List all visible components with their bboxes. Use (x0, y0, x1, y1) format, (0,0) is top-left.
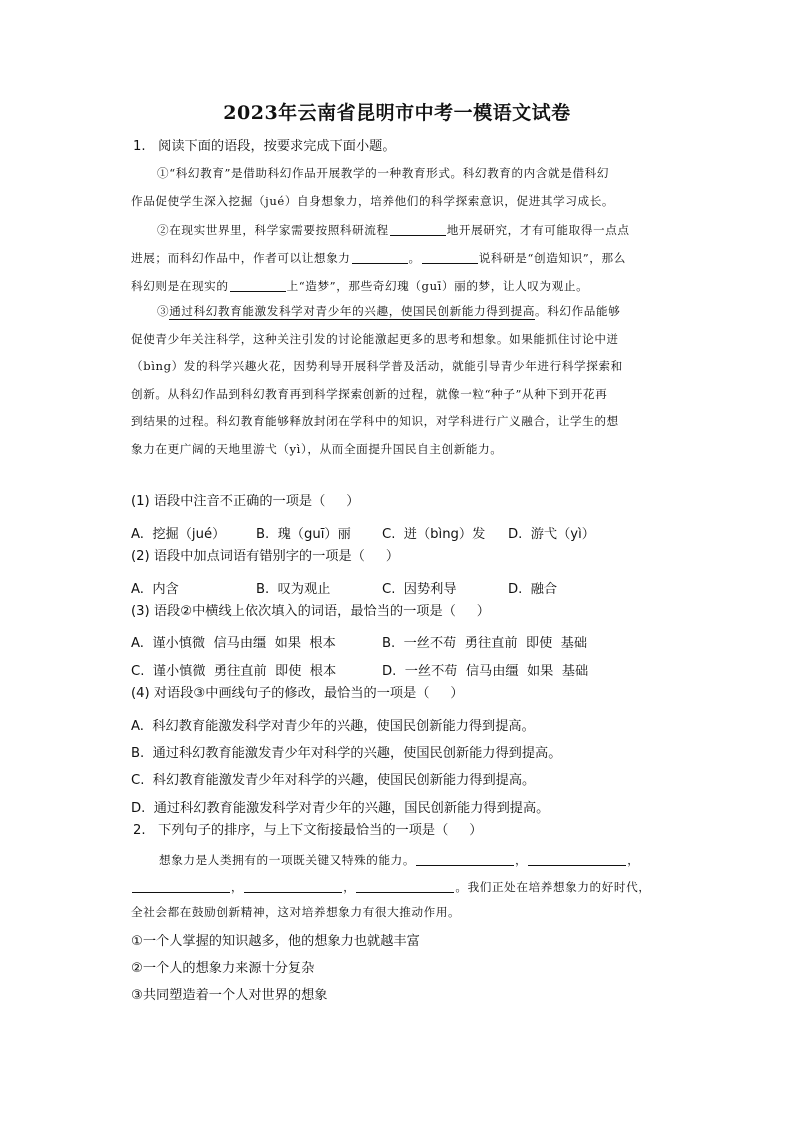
sub3-option-a[interactable]: A. 谨小慎微 信马由缰 如果 根本 (131, 636, 336, 651)
sub1-option-a[interactable]: A. 挖掘（jué） (131, 527, 226, 542)
q2-item-2: ②一个人的想象力来源十分复杂 (131, 961, 315, 976)
q1-p3-line1: ③通过科幻教育能激发科学对青少年的兴趣，使国民创新能力得到提高。科幻作品能够 (157, 304, 621, 318)
underlined-sentence: 通过科幻教育能激发科学对青少年的兴趣，使国民创新能力得到提高 (169, 304, 536, 318)
q1-p2-line1: ②在现实世界里，科学家需要按照科研流程 地开展研究，才有可能取得一点点 (157, 223, 630, 237)
sub2-stem: (2) 语段中加点词语有错别字的一项是（ ） (131, 549, 400, 564)
sub1-stem: (1) 语段中注音不正确的一项是（ ） (131, 494, 360, 509)
sub1-option-b[interactable]: B. 瑰（guī）丽 (256, 527, 351, 542)
fill-blank-q2-1 (416, 853, 514, 866)
q1-p1-line1: ①“科幻教育”是借助科幻作品开展教学的一种教育形式。科幻教育的内含就是借科幻 (157, 166, 610, 180)
sub4-option-b[interactable]: B. 通过科幻教育能激发青少年对科学的兴趣，使国民创新能力得到提高。 (131, 746, 562, 761)
sub4-option-c[interactable]: C. 科幻教育能激发青少年对科学的兴趣，使国民创新能力得到提高。 (131, 773, 536, 788)
q2-item-3: ③共同塑造着一个人对世界的想象 (131, 988, 328, 1003)
sub2-option-b[interactable]: B. 叹为观止 (256, 582, 331, 597)
q2-passage-line1: 想象力是人类拥有的一项既关键又特殊的能力。 ， ， (159, 853, 640, 867)
fill-blank-4 (230, 279, 286, 292)
q1-p2-line3: 科幻则是在现实的 上“造梦”，那些奇幻瑰（guī）丽的梦，让人叹为观止。 (131, 279, 589, 293)
sub1-option-c[interactable]: C. 迸（bìng）发 (382, 527, 486, 542)
fill-blank-3 (422, 251, 478, 264)
q2-item-1: ①一个人掌握的知识越多，他的想象力也就越丰富 (131, 934, 420, 949)
sub3-stem: (3) 语段②中横线上依次填入的词语，最恰当的一项是（ ） (131, 604, 490, 619)
sub4-option-a[interactable]: A. 科幻教育能激发科学对青少年的兴趣，使国民创新能力得到提高。 (131, 719, 535, 734)
fill-blank-q2-4 (244, 880, 342, 893)
q1-p3-line4: 创新。从科幻作品到科幻教育再到科学探索创新的过程，就像一粒“种子”从种下到开花再 (131, 387, 608, 401)
q1-p2-line2: 进展；而科幻作品中，作者可以让想象力 。 说科研是“创造知识”，那么 (131, 251, 626, 265)
sub4-option-d[interactable]: D. 通过科幻教育能激发科学对青少年的兴趣，国民创新能力得到提高。 (131, 801, 550, 816)
q2-passage-line3: 全社会都在鼓励创新精神，这对培养想象力有很大推动作用。 (131, 905, 461, 919)
q2-passage-line2: ， ， 。我们正处在培养想象力的好时代， (131, 880, 651, 894)
q1-p3-line2: 促使青少年关注科学，这种关注引发的讨论能激起更多的思考和想象。如果能抓住讨论中迸 (131, 332, 619, 346)
fill-blank-q2-5 (356, 880, 454, 893)
fill-blank-q2-2 (528, 853, 626, 866)
q1-p3-line3: （bìng）发的科学兴趣火花，因势利导开展科学普及活动，就能引导青少年进行科学探索和 (131, 359, 623, 373)
q1-p3-line5: 到结果的过程。科幻教育能够释放封闭在学科中的知识，对学科进行广义融合，让学生的想 (131, 414, 619, 428)
sub4-stem: (4) 对语段③中画线句子的修改，最恰当的一项是（ ） (131, 686, 464, 701)
sub1-option-d[interactable]: D. 游弋（yì） (508, 527, 595, 542)
sub2-option-c[interactable]: C. 因势利导 (382, 582, 457, 597)
sub2-option-d[interactable]: D. 融合 (508, 582, 558, 597)
q1-p1-line2: 作品促使学生深入挖掘（jué）自身想象力，培养他们的科学探索意识，促进其学习成长。 (131, 194, 615, 208)
q1-p3-line6: 象力在更广阔的天地里游弋（yì），从而全面提升国民自主创新能力。 (131, 442, 503, 456)
q2-stem: 2. 下列句子的排序，与上下文衔接最恰当的一项是（ ） (133, 823, 483, 838)
sub3-option-b[interactable]: B. 一丝不苟 勇往直前 即使 基础 (382, 636, 588, 651)
fill-blank-1 (390, 223, 446, 236)
q1-stem: 1. 阅读下面的语段，按要求完成下面小题。 (133, 139, 396, 154)
sub2-option-a[interactable]: A. 内含 (131, 582, 179, 597)
fill-blank-q2-3 (132, 880, 230, 893)
exam-title: 2023年云南省昆明市中考一模语文试卷 (223, 102, 571, 124)
fill-blank-2 (352, 251, 408, 264)
sub3-option-c[interactable]: C. 谨小慎微 勇往直前 即使 根本 (131, 664, 337, 679)
sub3-option-d[interactable]: D. 一丝不苟 信马由缰 如果 基础 (382, 664, 589, 679)
